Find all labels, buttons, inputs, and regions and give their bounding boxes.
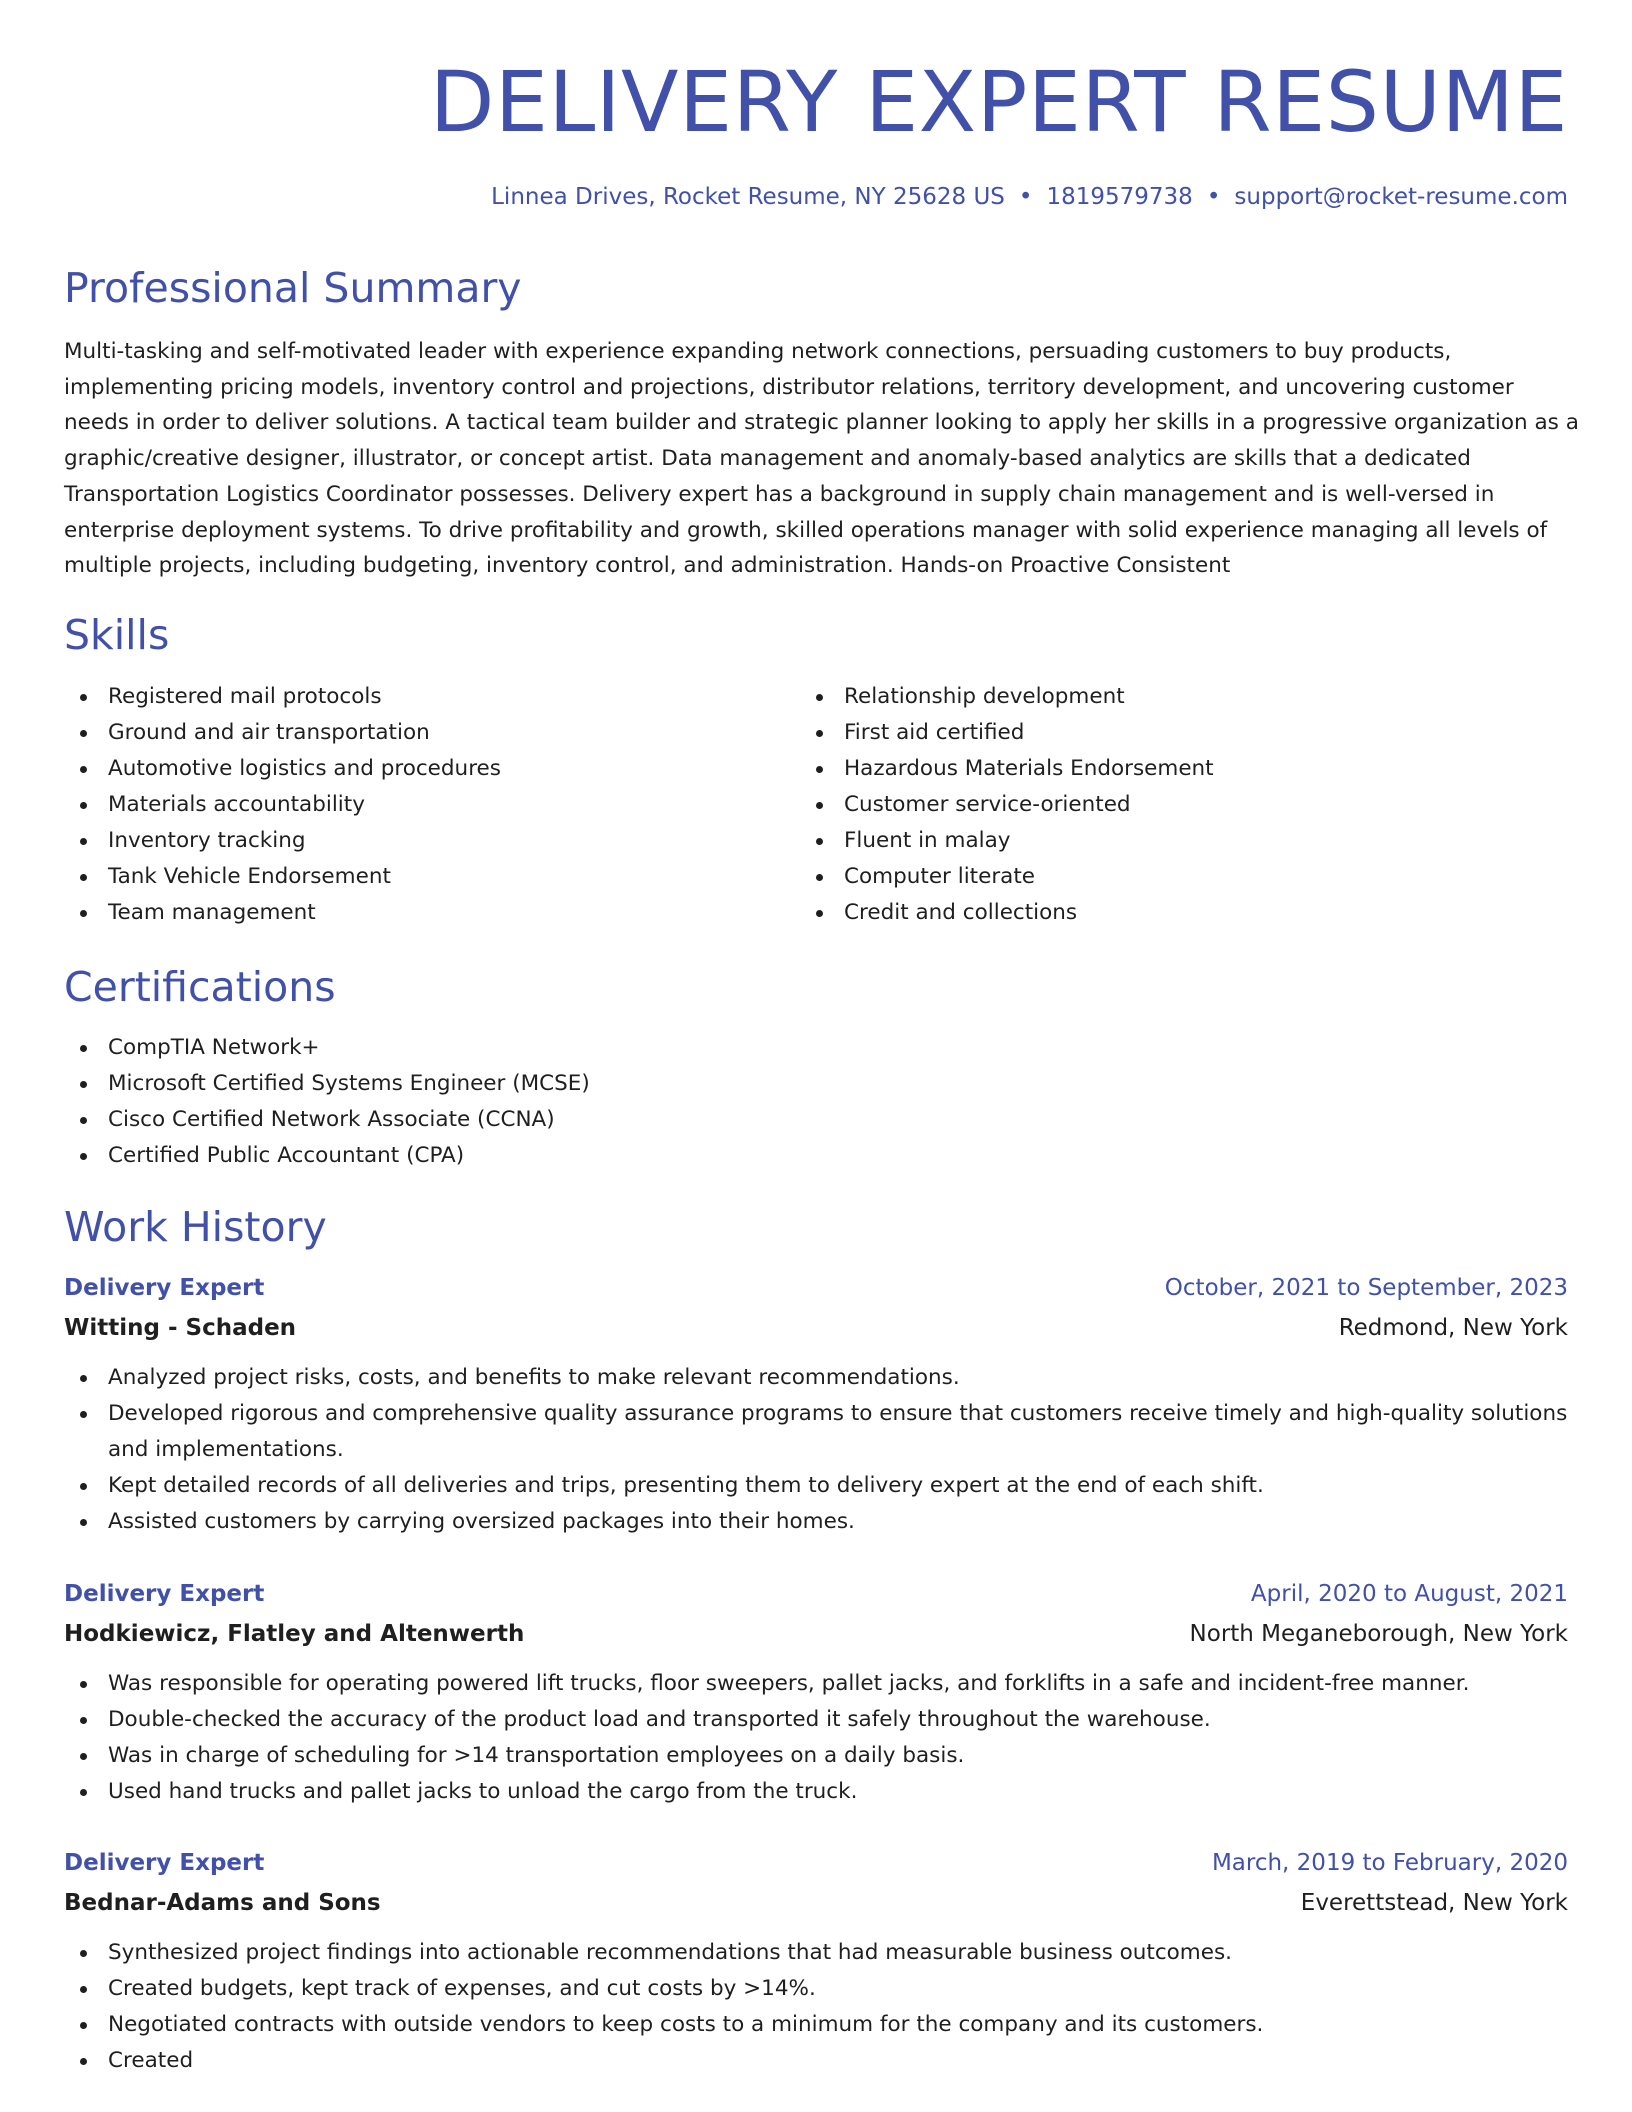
job-duty: Double-checked the accuracy of the product load and transported it safely throughout the warehouse. (64, 1702, 1568, 1738)
job-company: Bednar-Adams and Sons (64, 1890, 381, 1916)
resume-title: DELIVERY EXPERT RESUME (429, 53, 1568, 151)
skill-item: Materials accountability (64, 787, 764, 823)
certification-item: Microsoft Certified Systems Engineer (MCSE) (64, 1066, 1564, 1102)
job-company: Hodkiewicz, Flatley and Altenwerth (64, 1621, 525, 1647)
job-company: Witting - Schaden (64, 1315, 297, 1341)
job-duty: Analyzed project risks, costs, and benefits to make relevant recommendations. (64, 1360, 1568, 1396)
work-history-heading: Work History (64, 1203, 327, 1251)
certification-item: CompTIA Network+ (64, 1030, 1564, 1066)
skills-list-right (800, 679, 1560, 931)
job-title: Delivery Expert (64, 1275, 265, 1301)
skill-item: Computer literate (800, 859, 1560, 895)
skills-heading: Skills (64, 611, 170, 659)
job-duty: Synthesized project findings into actionable recommendations that had measurable business outcomes. (64, 1935, 1568, 1971)
contact-email: support@rocket-resume.com (1234, 184, 1568, 210)
skill-item: Team management (64, 895, 764, 931)
skill-item: First aid certified (800, 715, 1560, 751)
contact-address: Linnea Drives, Rocket Resume, NY 25628 US (491, 184, 1005, 210)
skill-item: Customer service-oriented (800, 787, 1560, 823)
skill-item: Registered mail protocols (64, 679, 764, 715)
job-title: Delivery Expert (64, 1581, 265, 1607)
job-duty: Was responsible for operating powered lift trucks, floor sweepers, pallet jacks, and forklifts in a safe and incident-free manner. (64, 1666, 1568, 1702)
contact-separator: • (1018, 184, 1033, 210)
job-duty: Created budgets, kept track of expenses, and cut costs by >14%. (64, 1971, 1568, 2007)
job-entry (64, 1843, 1568, 2079)
skill-item: Credit and collections (800, 895, 1560, 931)
job-duty: Created (64, 2043, 1568, 2079)
summary-heading: Professional Summary (64, 264, 522, 312)
job-duty: Used hand trucks and pallet jacks to unload the cargo from the truck. (64, 1774, 1568, 1810)
skills-list-left (64, 679, 764, 931)
job-duties (64, 1666, 1568, 1810)
job-duties (64, 1360, 1568, 1540)
job-dates: March, 2019 to February, 2020 (1211, 1850, 1568, 1876)
job-duty: Kept detailed records of all deliveries and trips, presenting them to delivery expert at the end of each shift. (64, 1468, 1568, 1504)
job-location: Everettstead, New York (1300, 1890, 1568, 1916)
certification-item: Cisco Certified Network Associate (CCNA) (64, 1102, 1564, 1138)
job-duty: Developed rigorous and comprehensive quality assurance programs to ensure that customers receive timely and high-quality solutions and implementations. (64, 1396, 1568, 1468)
certifications-heading: Certifications (64, 963, 336, 1011)
certification-item: Certified Public Accountant (CPA) (64, 1138, 1564, 1174)
job-dates: April, 2020 to August, 2021 (1250, 1581, 1568, 1607)
contact-separator: • (1206, 184, 1221, 210)
job-location: North Meganeborough, New York (1189, 1621, 1568, 1647)
skill-item: Relationship development (800, 679, 1560, 715)
job-duty: Negotiated contracts with outside vendors to keep costs to a minimum for the company and its customers. (64, 2007, 1568, 2043)
skill-item: Hazardous Materials Endorsement (800, 751, 1560, 787)
job-dates: October, 2021 to September, 2023 (1164, 1275, 1568, 1301)
job-location: Redmond, New York (1338, 1315, 1568, 1341)
summary-text: Multi-tasking and self-motivated leader with experience expanding network connections, persuading customers to buy products, implementing pricing models, inventory control and projections, distributor relations, territory development, and uncovering customer needs in order to deliver solutions. A tactical team builder and strategic planner looking to apply her skills in a progressive organization as a graphic/creative designer, illustrator, or concept artist. Data management and anomaly-based analytics are skills that a dedicated Transportation Logistics Coordinator possesses. Delivery expert has a background in supply chain management and is well-versed in enterprise deployment systems. To drive profitability and growth, skilled operations manager with solid experience managing all levels of multiple projects, including budgeting, inventory control, and administration. Hands-on Proactive Consistent (64, 339, 1579, 579)
job-duty: Assisted customers by carrying oversized packages into their homes. (64, 1504, 1568, 1540)
contact-line (491, 180, 1568, 214)
job-entry (64, 1268, 1568, 1540)
skill-item: Inventory tracking (64, 823, 764, 859)
job-duty: Was in charge of scheduling for >14 transportation employees on a daily basis. (64, 1738, 1568, 1774)
job-entry (64, 1574, 1568, 1810)
contact-phone: 1819579738 (1046, 184, 1193, 210)
skill-item: Fluent in malay (800, 823, 1560, 859)
skill-item: Automotive logistics and procedures (64, 751, 764, 787)
skill-item: Ground and air transportation (64, 715, 764, 751)
skill-item: Tank Vehicle Endorsement (64, 859, 764, 895)
job-title: Delivery Expert (64, 1850, 265, 1876)
job-duties (64, 1935, 1568, 2079)
certifications-list (64, 1030, 1564, 1174)
